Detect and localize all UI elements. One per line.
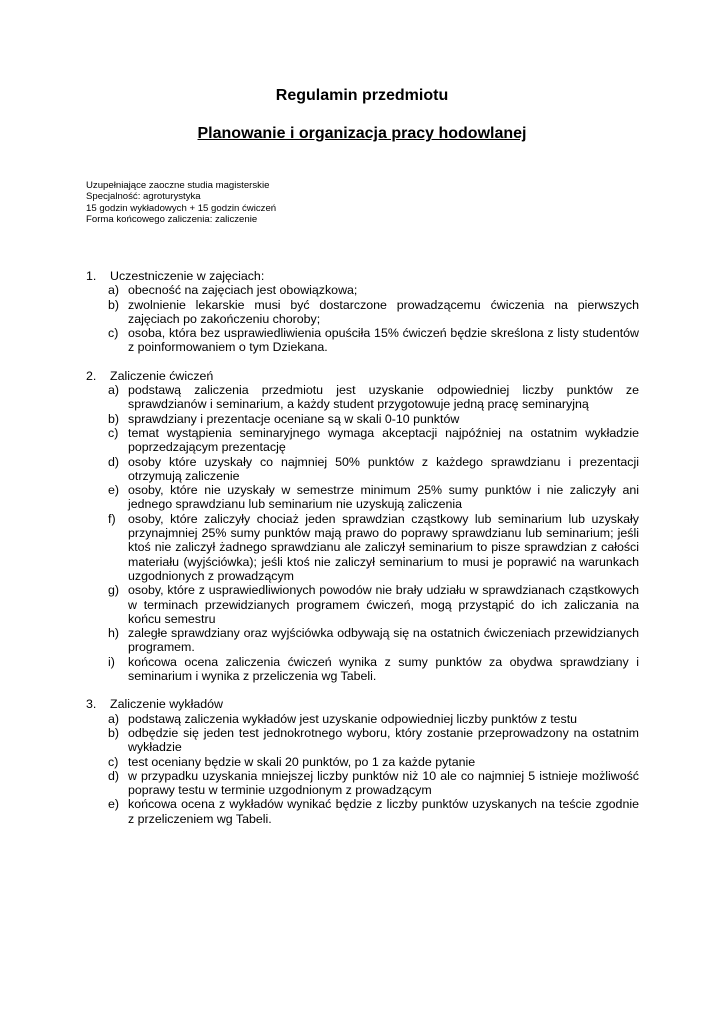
section-number: 2. [86,368,97,383]
item-letter: c) [108,326,119,341]
list-item [86,455,639,484]
list-item [86,755,639,769]
list-item [86,326,639,355]
section-number: 3. [86,697,97,712]
item-text: zaległe sprawdziany oraz wyjściówka odbywają się na ostatnich ćwiczeniach przewidzianych programem. [128,626,639,655]
section-heading [86,269,639,283]
item-text: temat wystąpienia seminaryjnego wymaga akceptacji najpóźniej na ostatnim wykładzie poprzedzającym prezentację [128,425,639,455]
item-letter: f) [108,511,116,526]
info-line: 15 godzin wykładowych + 15 godzin ćwiczeń [86,202,277,214]
section-number: 1. [86,269,97,283]
item-text: podstawą zaliczenia przedmiotu jest uzyskanie odpowiedniej liczby punktów ze sprawdzianów i seminarium, a każdy student przygotowuje jedną pracę seminaryjną [128,383,639,412]
item-letter: a) [108,711,120,726]
item-letter: e) [108,483,120,498]
section-heading-text: Zaliczenie ćwiczeń [110,368,214,383]
list-item [86,797,639,826]
list-item [86,426,639,455]
item-text: podstawą zaliczenia wykładów jest uzyskanie odpowiedniej liczby punktów z testu [128,711,578,726]
info-line: Specjalność: agroturystyka [86,191,201,203]
list-item [86,769,639,798]
item-text: sprawdziany i prezentacje oceniane są w skali 0-10 punktów [128,411,460,426]
list-item [86,383,639,412]
course-info [86,180,276,226]
item-text: osoby, które z usprawiedliwionych powodów nie brały udziału w sprawdzianach cząstkowych w terminach przewidzianych programem ćwiczeń, mogą przystąpić do ich zaliczania na końcu semestru [128,583,639,626]
list-item [86,298,639,327]
list-item [86,583,639,626]
item-letter: c) [108,754,119,769]
item-letter: d) [108,768,120,783]
info-line: Forma końcowego zaliczenia: zaliczenie [86,214,258,226]
section-heading [86,697,639,711]
list-item [86,283,639,297]
list-item [86,655,639,684]
document-title: Regulamin przedmiotu [275,87,449,104]
item-text: zwolnienie lekarskie musi być dostarczone prowadzącemu ćwiczenia na pierwszych zajęciach po zakończeniu choroby; [128,297,639,326]
item-letter: b) [108,411,120,426]
item-letter: a) [108,383,120,398]
list-item [86,626,639,655]
item-letter: e) [108,797,120,812]
section-heading [86,369,639,383]
item-letter: i) [108,654,115,669]
item-text: końcowa ocena zaliczenia ćwiczeń wynika z sumy punktów za obydwa sprawdziany i seminarium i wynika z przeliczenia wg Tabeli. [128,654,639,684]
section-items [86,383,639,683]
item-letter: a) [108,283,120,298]
item-letter: b) [108,725,120,740]
item-letter: d) [108,454,120,469]
item-letter: h) [108,626,120,641]
item-text: obecność na zajęciach jest obowiązkowa; [128,283,358,298]
item-text: w przypadku uzyskania mniejszej liczby punktów niż 10 ale co najmniej 5 istnieje możliwość poprawy testu w terminie uzgodnionym z prowadzącym [128,768,639,798]
section-lectures [86,697,639,826]
list-item [86,483,639,512]
item-text: test oceniany będzie w skali 20 punktów, po 1 za każde pytanie [128,754,476,769]
section-items [86,712,639,826]
list-item [86,412,639,426]
section-attendance [86,269,639,355]
item-text: osoby które uzyskały co najmniej 50% punktów z każdego sprawdzianu i prezentacji otrzymują zaliczenie [128,454,639,483]
section-heading-text: Zaliczenie wykładów [110,697,223,712]
item-text: końcowa ocena z wykładów wynikać będzie z liczby punktów uzyskanych na teście zgodnie z przeliczeniem wg Tabeli. [128,797,639,826]
list-item [86,712,639,726]
item-text: odbędzie się jeden test jednokrotnego wyboru, który zostanie przeprowadzony na ostatnim wykładzie [128,725,639,755]
item-letter: c) [108,425,119,440]
item-text: osoba, która bez usprawiedliwienia opuściła 15% ćwiczeń będzie skreślona z listy studentów z poinformowaniem o tym Dziekana. [128,326,639,355]
item-text: osoby, które zaliczyły chociaż jeden sprawdzian cząstkowy lub seminarium lub uzyskały przynajmniej 25% sumy punktów mają prawo do poprawy sprawdzianu lub seminarium; jeśli ktoś nie zaliczył żadnego sprawdzianu ale zaliczył seminarium to pisze sprawdzian z całości materiału (wyjściówka); jeśli ktoś nie zaliczył seminarium to musi je poprawić na warunkach uzgodnionych z prowadzącym [128,511,639,583]
item-letter: g) [108,583,120,598]
section-exercises [86,369,639,684]
section-items [86,283,639,354]
info-line: Uzupełniające zaoczne studia magisterskie [86,180,270,191]
list-item [86,512,639,583]
course-title: Planowanie i organizacja pracy hodowlanej [197,125,527,142]
list-item [86,726,639,755]
item-letter: b) [108,297,120,312]
regulations-list [86,269,639,840]
section-heading-text: Uczestniczenie w zajęciach: [110,269,265,283]
item-text: osoby, które nie uzyskały w semestrze minimum 25% sumy punktów i nie zaliczyły ani jednego sprawdzianu lub seminarium nie uzyskują zaliczenia [128,483,639,512]
